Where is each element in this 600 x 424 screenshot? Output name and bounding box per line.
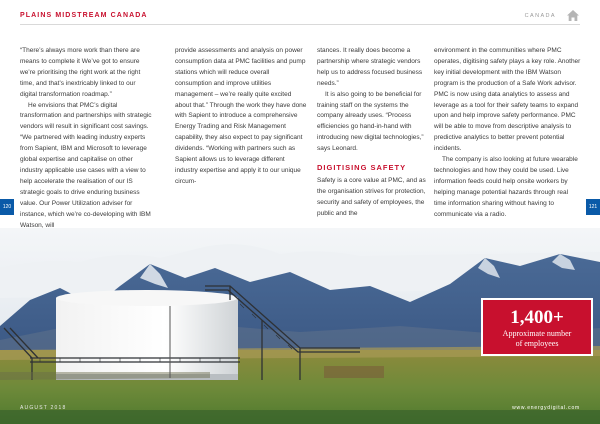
text-column-3 (317, 46, 427, 220)
issue-date: AUGUST 2018 (20, 405, 67, 411)
paragraph: “There’s always more work than there are means to complete it We’ve got to ensure we’re prioritising the right work at the right time, and that’s inextricably linked to our digital transformation roadmap.” (20, 47, 141, 98)
paragraph: Safety is a core value at PMC, and as the organisation strives for protection, security and safety of employees, the public and the (317, 176, 426, 217)
paragraph: provide assessments and analysis on power consumption data at PMC facilities and pump stations which will reduce overall consumption and improve utilities management – we’re really quite excited about that.” Through the work they have done with Sapient to introduce a comprehensive Energy Trading and Risk Management capability, they also expect to pay significant dividends. “Working with partners such as Sapient allows us to leverage different industry expertise and apply it to our unique circum- (175, 47, 307, 185)
paragraph: It is also going to be beneficial for training staff on the systems the company already uses. “Process efficiencies go hand-in-hand with introducing new digital technologies,” says Leonard. (317, 90, 424, 153)
text-column-2 (175, 46, 307, 188)
section-subheading: DIGITISING SAFETY (317, 163, 407, 173)
section-label: CANADA (524, 13, 556, 19)
brand-header: PLAINS MIDSTREAM CANADA (20, 12, 148, 19)
stat-label-line-1: Approximate number (502, 329, 572, 338)
page-number-right: 121 (586, 199, 600, 215)
paragraph: The company is also looking at future wearable technologies and how they could be used. Live information feeds could help onsite workers by helping manage potential hazards through real time information sharing without having to communicate via a radio. (434, 156, 578, 218)
paragraph: environment in the communities where PMC operates, digitising safety plays a key role. Another key initial development with the IBM Watson program is the production of a Safe Work advisor. PMC is now using data analytics to assess and leverage as a tool for their safety teams to expand upon and help improve safety performance. PMC will be able to move from descriptive analysis to predictive analytics to better prevent potential incidents. (434, 47, 581, 153)
page-number-left: 120 (0, 199, 14, 215)
home-icon[interactable] (566, 9, 580, 22)
text-column-4 (434, 46, 582, 221)
paragraph: stances. It really does become a partnership where strategic vendors help us to address focused business needs.” (317, 47, 423, 87)
stat-callout (481, 298, 593, 356)
text-column-1 (20, 46, 152, 231)
stat-label-line-2: of employees (515, 338, 559, 348)
header-divider (20, 24, 580, 25)
paragraph: He envisions that PMC’s digital transformation and partnerships with strategic vendors will result in significant cost savings. “We partnered with leading industry experts from Sapient, IBM and Microsoft to leverage global expertise and capitalise on other industry applicable use cases with a view to help accelerate the realisation of our IS strategic goals to drive enduring business value. Our Power Utilization adviser for instance, which we’re co-developing with IBM Watson, will (20, 101, 152, 229)
stat-number: 1,400+ (510, 307, 564, 328)
website-link[interactable]: www.energydigital.com (512, 405, 580, 411)
